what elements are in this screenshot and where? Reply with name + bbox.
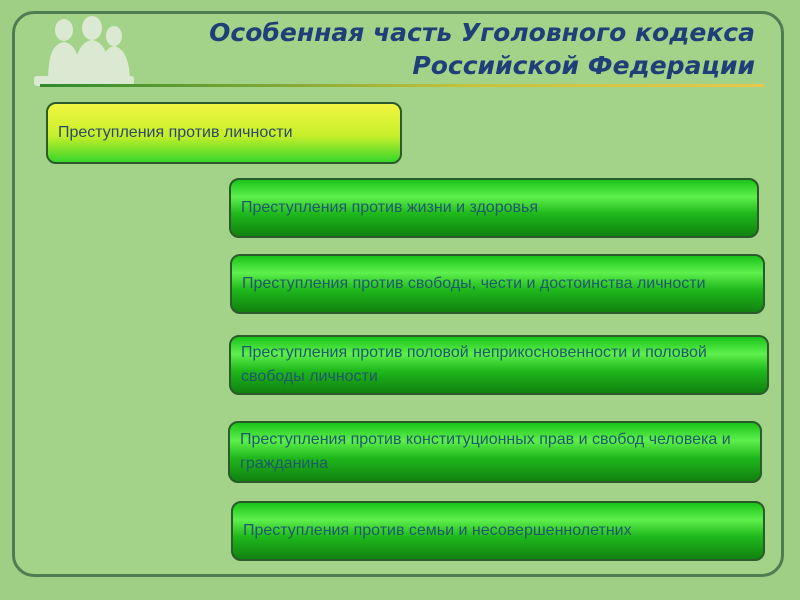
title-line-1: Особенная часть Уголовного кодекса — [209, 18, 755, 47]
title-line-2: Российской Федерации — [412, 51, 755, 80]
subcategory-box — [231, 501, 765, 561]
category-box-main — [46, 102, 402, 164]
subcategory-label: Преступления против свободы, чести и достоинства личности — [242, 275, 706, 292]
subcategory-label: Преступления против семьи и несовершеннолетних — [243, 522, 632, 539]
subcategory-label: Преступления против половой неприкосновенности и половой свободы личности — [241, 344, 707, 385]
subcategory-label: Преступления против конституционных прав и свобод человека и гражданина — [240, 431, 731, 472]
category-box-label: Преступления против личности — [58, 124, 293, 141]
subcategory-box — [229, 178, 759, 238]
people-silhouette-logo-icon — [34, 16, 134, 88]
subcategory-box — [230, 254, 765, 314]
page-title — [150, 16, 755, 82]
subcategory-box — [228, 421, 762, 483]
subcategory-label: Преступления против жизни и здоровья — [241, 199, 538, 216]
title-underline — [40, 84, 764, 87]
subcategory-box — [229, 335, 769, 395]
